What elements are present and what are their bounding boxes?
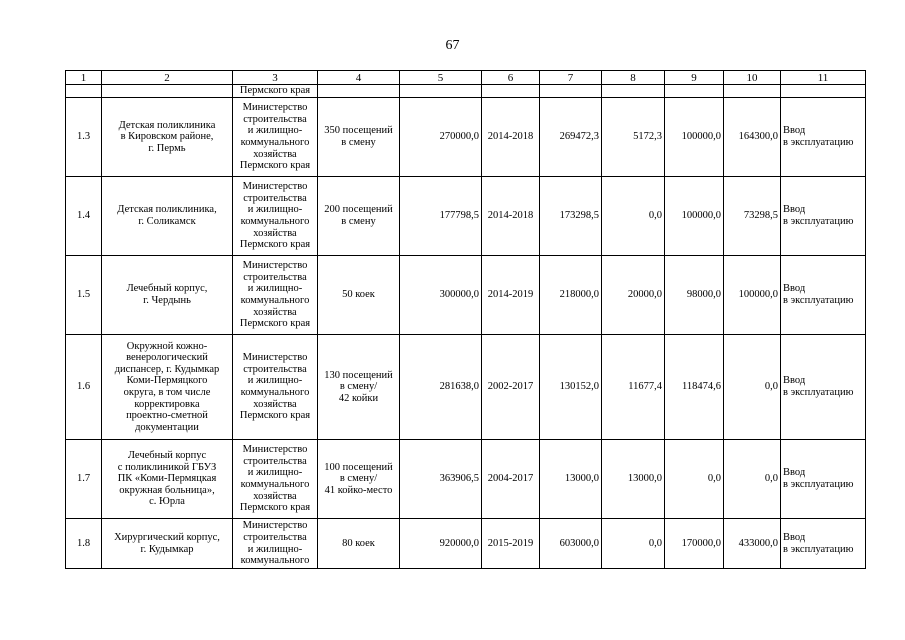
- row-number: 1.3: [66, 98, 102, 177]
- construction-period: 2014-2018: [482, 177, 540, 256]
- column-8-value: 13000,0: [602, 440, 665, 519]
- row-number: 1.5: [66, 256, 102, 335]
- object-name: Лечебный корпус, г. Чердынь: [102, 256, 233, 335]
- column-header: 11: [781, 71, 866, 85]
- object-name: Хирургический корпус, г. Кудымкар: [102, 519, 233, 569]
- column-9-value: 100000,0: [665, 98, 724, 177]
- table-row: [66, 256, 866, 335]
- estimated-cost: 270000,0: [400, 98, 482, 177]
- column-header: 3: [233, 71, 318, 85]
- column-8-value: 0,0: [602, 519, 665, 569]
- column-7-value: 13000,0: [540, 440, 602, 519]
- row-number: 1.7: [66, 440, 102, 519]
- expected-result: Ввод в эксплуатацию: [781, 335, 866, 440]
- construction-period: 2002-2017: [482, 335, 540, 440]
- column-7-value: 173298,5: [540, 177, 602, 256]
- column-8-value: 20000,0: [602, 256, 665, 335]
- responsible-ministry: Министерство строительства и жилищно- коммунального хозяйства Пермского края: [233, 98, 318, 177]
- table-row: [66, 440, 866, 519]
- column-10-value: 164300,0: [724, 98, 781, 177]
- column-10-value: 433000,0: [724, 519, 781, 569]
- responsible-ministry: Министерство строительства и жилищно- коммунального хозяйства Пермского края: [233, 177, 318, 256]
- page-number: 67: [445, 38, 460, 53]
- capacity: 50 коек: [318, 256, 400, 335]
- column-9-value: 0,0: [665, 440, 724, 519]
- column-header: 9: [665, 71, 724, 85]
- column-8-value: 5172,3: [602, 98, 665, 177]
- ministry-continuation: Пермского края: [233, 85, 318, 98]
- construction-period: 2014-2019: [482, 256, 540, 335]
- construction-period: 2004-2017: [482, 440, 540, 519]
- table-row: [66, 98, 866, 177]
- object-name: Лечебный корпус с поликлиникой ГБУЗ ПК «Коми-Пермяцкая окружная больница», с. Юрла: [102, 440, 233, 519]
- program-table: [65, 70, 866, 569]
- expected-result: Ввод в эксплуатацию: [781, 177, 866, 256]
- table-row: [66, 177, 866, 256]
- estimated-cost: 363906,5: [400, 440, 482, 519]
- estimated-cost: 177798,5: [400, 177, 482, 256]
- column-10-value: 0,0: [724, 440, 781, 519]
- expected-result: Ввод в эксплуатацию: [781, 98, 866, 177]
- responsible-ministry: Министерство строительства и жилищно- коммунального хозяйства Пермского края: [233, 256, 318, 335]
- capacity: 100 посещений в смену/ 41 койко-место: [318, 440, 400, 519]
- column-7-value: 269472,3: [540, 98, 602, 177]
- column-header: 4: [318, 71, 400, 85]
- object-name: Детская поликлиника в Кировском районе, г. Пермь: [102, 98, 233, 177]
- object-name: Детская поликлиника, г. Соликамск: [102, 177, 233, 256]
- column-9-value: 100000,0: [665, 177, 724, 256]
- row-number: 1.6: [66, 335, 102, 440]
- capacity: 350 посещений в смену: [318, 98, 400, 177]
- construction-period: 2015-2019: [482, 519, 540, 569]
- column-header: 8: [602, 71, 665, 85]
- column-8-value: 11677,4: [602, 335, 665, 440]
- capacity: 130 посещений в смену/ 42 койки: [318, 335, 400, 440]
- column-9-value: 170000,0: [665, 519, 724, 569]
- column-number-row: [66, 71, 866, 85]
- column-7-value: 603000,0: [540, 519, 602, 569]
- estimated-cost: 300000,0: [400, 256, 482, 335]
- expected-result: Ввод в эксплуатацию: [781, 519, 866, 569]
- table-body: [66, 98, 866, 569]
- column-10-value: 73298,5: [724, 177, 781, 256]
- column-7-value: 130152,0: [540, 335, 602, 440]
- expected-result: Ввод в эксплуатацию: [781, 256, 866, 335]
- column-header: 2: [102, 71, 233, 85]
- table-row: [66, 519, 866, 569]
- column-10-value: 0,0: [724, 335, 781, 440]
- column-7-value: 218000,0: [540, 256, 602, 335]
- column-9-value: 118474,6: [665, 335, 724, 440]
- object-name: Окружной кожно- венерологический диспансер, г. Кудымкар Коми-Пермяцкого округа, в том числе корректировка проектно-сметной документации: [102, 335, 233, 440]
- responsible-ministry: Министерство строительства и жилищно- коммунального хозяйства Пермского края: [233, 440, 318, 519]
- row-number: 1.4: [66, 177, 102, 256]
- column-header: 5: [400, 71, 482, 85]
- column-header: 1: [66, 71, 102, 85]
- expected-result: Ввод в эксплуатацию: [781, 440, 866, 519]
- table-row: [66, 335, 866, 440]
- estimated-cost: 281638,0: [400, 335, 482, 440]
- column-10-value: 100000,0: [724, 256, 781, 335]
- column-header: 10: [724, 71, 781, 85]
- column-header: 7: [540, 71, 602, 85]
- estimated-cost: 920000,0: [400, 519, 482, 569]
- capacity: 80 коек: [318, 519, 400, 569]
- capacity: 200 посещений в смену: [318, 177, 400, 256]
- row-number: 1.8: [66, 519, 102, 569]
- responsible-ministry: Министерство строительства и жилищно- коммунального: [233, 519, 318, 569]
- column-8-value: 0,0: [602, 177, 665, 256]
- responsible-ministry: Министерство строительства и жилищно- коммунального хозяйства Пермского края: [233, 335, 318, 440]
- construction-period: 2014-2018: [482, 98, 540, 177]
- column-header: 6: [482, 71, 540, 85]
- column-9-value: 98000,0: [665, 256, 724, 335]
- continuation-row: [66, 85, 866, 98]
